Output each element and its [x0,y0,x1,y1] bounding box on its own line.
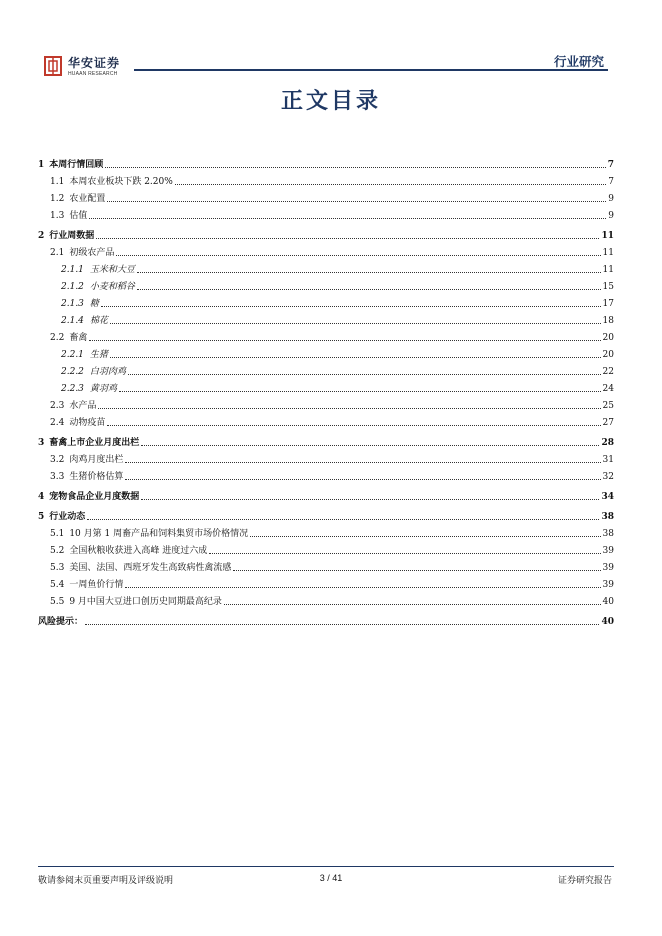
toc-entry-title: 生猪价格估算 [69,472,124,482]
toc-entry-number: 2.2.3 [61,384,84,394]
toc-entry-title: 畜禽上市企业月度出栏 [49,438,140,448]
toc-entry-title: 9 月中国大豆进口创历史同期最高纪录 [69,597,222,607]
toc-dot-leader [101,306,601,307]
page-number: 3 / 41 [319,873,343,883]
toc-entry-number: 2.1.4 [61,316,84,326]
toc-entry[interactable] [38,364,614,381]
toc-entry[interactable] [38,452,614,469]
toc-entry-page: 20 [602,333,614,343]
toc-entry-title: 白羽肉鸡 [89,367,126,377]
report-type: 证券研究报告 [557,876,612,886]
toc-entry[interactable] [38,381,614,398]
toc-entry[interactable] [38,279,614,296]
toc-dot-leader [110,323,601,324]
toc-entry-number: 1.1 [50,177,65,187]
toc-entry-page: 24 [602,384,614,394]
toc-entry[interactable] [38,435,614,452]
toc-entry-title: 风险提示： [38,617,84,627]
toc-entry-number: 3.2 [50,455,65,465]
toc-entry-title: 初级农产品 [69,248,115,258]
toc-dot-leader [125,479,600,480]
toc-dot-leader [137,272,601,273]
toc-entry-title: 宠物食品企业月度数据 [49,492,140,502]
toc-entry-number: 1.3 [50,211,65,221]
toc-entry-title: 一周鱼价行情 [69,580,124,590]
toc-entry-title: 小麦和稻谷 [89,282,135,292]
toc-entry-page: 32 [602,472,614,482]
section-label: 行业研究 [553,54,604,69]
toc-entry-number: 3.3 [50,472,65,482]
toc-dot-leader [233,570,600,571]
toc-dot-leader [175,184,606,185]
toc-entry-number: 2.2.2 [61,367,84,377]
toc-entry-title: 棉花 [89,316,108,326]
toc-entry[interactable] [38,228,614,245]
toc-entry-page: 39 [602,546,614,556]
toc-entry-page: 40 [601,617,614,627]
toc-entry-number: 5.1 [50,529,65,539]
toc-entry[interactable] [38,614,614,631]
toc-entry[interactable] [38,415,614,432]
toc-entry[interactable] [38,526,614,543]
toc-entry-title: 生猪 [89,350,108,360]
toc-entry[interactable] [38,174,614,191]
toc-entry[interactable] [38,191,614,208]
toc-entry-title: 美国、法国、西班牙发生高致病性禽流感 [69,563,232,573]
toc-entry-page: 9 [608,194,614,204]
toc-entry-title: 糖 [89,299,99,309]
toc-dot-leader [125,462,600,463]
toc-dot-leader [98,408,600,409]
toc-entry-title: 本周行情回顾 [49,160,104,170]
toc-entry-number: 5.3 [50,563,65,573]
toc-entry-page: 17 [602,299,614,309]
toc-entry[interactable] [38,560,614,577]
company-logo-icon [44,56,62,76]
toc-dot-leader [137,289,601,290]
toc-entry-number: 2.2.1 [61,350,84,360]
toc-entry-page: 11 [602,248,614,258]
toc-entry-number: 2 [38,231,45,241]
toc-entry-page: 39 [602,563,614,573]
toc-entry-title: 全国秋粮收获进入高峰 进度过六成 [69,546,208,556]
footer-divider [38,866,614,867]
toc-entry[interactable] [38,489,614,506]
toc-entry[interactable] [38,543,614,560]
toc-entry-number: 4 [38,492,45,502]
toc-entry[interactable] [38,330,614,347]
toc-entry-number: 5 [38,512,45,522]
toc-dot-leader [85,624,599,625]
toc-entry-number: 3 [38,438,45,448]
logo-cn-text: 华安证券 [68,56,121,70]
toc-entry-title: 动物疫苗 [69,418,106,428]
toc-entry-title: 畜禽 [69,333,88,343]
toc-entry[interactable] [38,469,614,486]
toc-dot-leader [87,519,599,520]
toc-entry-page: 25 [602,401,614,411]
toc-entry-page: 11 [601,231,614,241]
toc-dot-leader [89,218,606,219]
toc-entry[interactable] [38,245,614,262]
toc-entry-number: 2.1.2 [61,282,84,292]
header-divider [134,69,608,71]
toc-entry-number: 1 [38,160,45,170]
company-logo [44,54,144,84]
toc-entry-page: 38 [602,529,614,539]
toc-entry-number: 5.5 [50,597,65,607]
toc-entry-number: 2.4 [50,418,65,428]
toc-dot-leader [125,587,600,588]
toc-entry[interactable] [38,157,614,174]
toc-entry-page: 31 [602,455,614,465]
logo-en-text: HUAAN RESEARCH [68,71,118,77]
toc-entry-number: 2.1.1 [61,265,84,275]
toc-dot-leader [250,536,600,537]
toc-entry-number: 5.2 [50,546,65,556]
toc-dot-leader [119,391,601,392]
toc-entry-page: 11 [602,265,614,275]
toc-entry-number: 2.1 [50,248,65,258]
disclaimer-note: 敬请参阅末页重要声明及评级说明 [38,876,174,886]
toc-entry-number: 1.2 [50,194,65,204]
toc-entry-page: 39 [602,580,614,590]
toc-entry-number: 2.2 [50,333,65,343]
toc-entry-title: 本周农业板块下跌 2.20% [69,177,173,187]
toc-dot-leader [141,445,599,446]
toc-dot-leader [128,374,601,375]
toc-entry-title: 行业动态 [49,512,86,522]
toc-entry-title: 黄羽鸡 [89,384,117,394]
table-of-contents [38,157,614,631]
toc-entry[interactable] [38,347,614,364]
toc-entry-page: 15 [602,282,614,292]
toc-dot-leader [107,425,600,426]
toc-entry[interactable] [38,577,614,594]
toc-entry-page: 22 [602,367,614,377]
toc-dot-leader [141,499,599,500]
toc-entry-page: 7 [607,160,614,170]
toc-entry-page: 38 [601,512,614,522]
toc-entry-page: 34 [601,492,614,502]
toc-entry-page: 27 [602,418,614,428]
toc-entry-title: 10 月第 1 周畜产品和饲料集贸市场价格情况 [69,529,249,539]
toc-entry-number: 5.4 [50,580,65,590]
toc-dot-leader [96,238,599,239]
toc-entry-page: 18 [602,316,614,326]
toc-entry[interactable] [38,313,614,330]
toc-entry[interactable] [38,398,614,415]
toc-entry[interactable] [38,296,614,313]
toc-dot-leader [89,340,600,341]
toc-entry[interactable] [38,509,614,526]
toc-entry-number: 2.1.3 [61,299,84,309]
toc-entry-page: 28 [601,438,614,448]
toc-entry-title: 肉鸡月度出栏 [69,455,124,465]
toc-dot-leader [110,357,601,358]
toc-entry[interactable] [38,262,614,279]
toc-entry-page: 20 [602,350,614,360]
toc-dot-leader [116,255,600,256]
toc-entry-page: 7 [608,177,614,187]
toc-entry[interactable] [38,594,614,611]
toc-entry-title: 估值 [69,211,88,221]
toc-entry-page: 40 [602,597,614,607]
toc-dot-leader [105,167,605,168]
toc-entry-title: 农业配置 [69,194,106,204]
toc-entry[interactable] [38,208,614,225]
toc-entry-page: 9 [608,211,614,221]
toc-entry-number: 2.3 [50,401,65,411]
toc-entry-title: 玉米和大豆 [89,265,135,275]
page-title: 正文目录 [280,89,381,114]
toc-dot-leader [224,604,601,605]
toc-entry-title: 水产品 [69,401,97,411]
toc-dot-leader [107,201,606,202]
toc-dot-leader [209,553,600,554]
toc-entry-title: 行业周数据 [49,231,95,241]
